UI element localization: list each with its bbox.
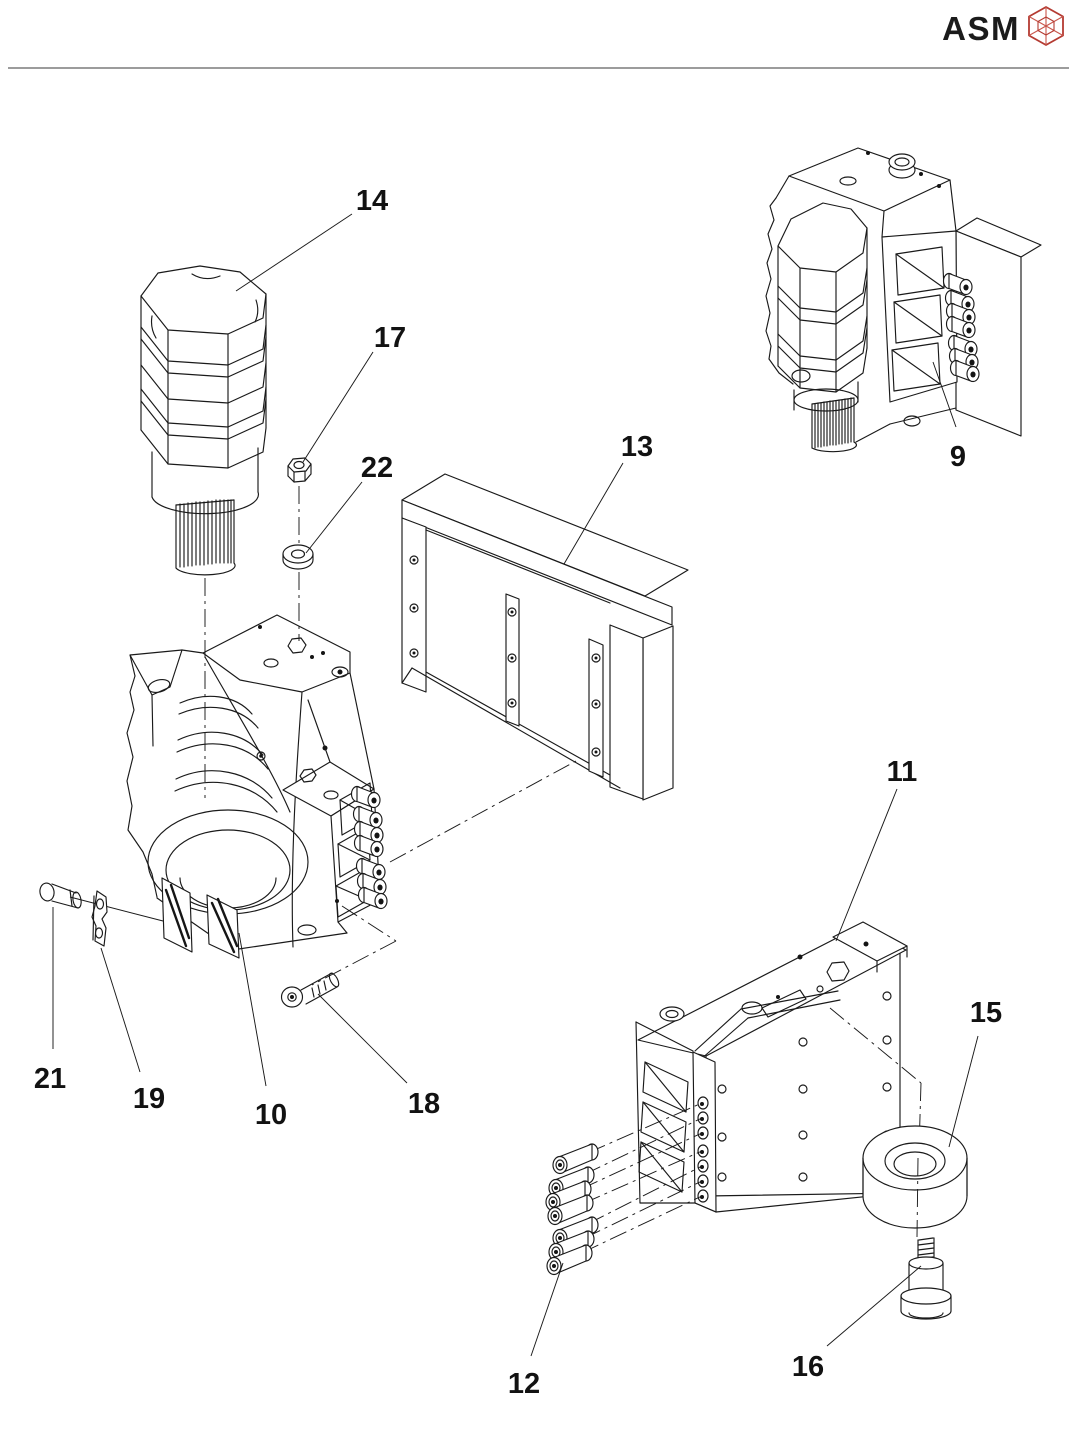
part-14-hydraulic-motor-drawing bbox=[141, 266, 266, 575]
part-10-housing-drawing bbox=[127, 615, 387, 958]
part-17-hex-nut-drawing bbox=[288, 458, 311, 482]
leader-line-14 bbox=[236, 214, 352, 291]
callout-number-18: 18 bbox=[407, 1088, 441, 1120]
part-15-roller-drawing bbox=[863, 1126, 967, 1228]
part-22-washer-drawing bbox=[283, 545, 313, 569]
callout-number-12: 12 bbox=[507, 1368, 541, 1400]
leader-line-16 bbox=[827, 1266, 921, 1346]
callout-number-11: 11 bbox=[886, 756, 918, 788]
leader-line-22 bbox=[306, 482, 362, 553]
leader-line-17 bbox=[303, 352, 373, 462]
leader-line-15 bbox=[949, 1036, 978, 1147]
callout-number-16: 16 bbox=[791, 1351, 825, 1383]
leader-line-12 bbox=[531, 1263, 563, 1356]
callout-number-14: 14 bbox=[355, 185, 389, 217]
callout-number-19: 19 bbox=[132, 1083, 166, 1115]
callout-number-13: 13 bbox=[620, 431, 654, 463]
leader-line-18 bbox=[318, 994, 407, 1083]
leader-line-10 bbox=[239, 933, 266, 1086]
callout-number-10: 10 bbox=[254, 1099, 288, 1131]
leader-line-11 bbox=[836, 789, 897, 941]
callout-number-21: 21 bbox=[33, 1063, 67, 1095]
callout-layer bbox=[34, 185, 1002, 1400]
asm-gem-logo-icon bbox=[1029, 7, 1063, 45]
callout-number-9: 9 bbox=[949, 441, 967, 473]
leader-line-19 bbox=[101, 948, 140, 1072]
part-16-threaded-stud-drawing bbox=[901, 1238, 951, 1319]
callout-number-15: 15 bbox=[969, 997, 1003, 1029]
part-13-mounting-panel-drawing bbox=[402, 474, 688, 800]
part-18-socket-screw-drawing bbox=[282, 972, 341, 1007]
part-19-tab-plate-drawing bbox=[92, 891, 107, 946]
part-12-plug-fittings-drawing bbox=[546, 1144, 598, 1275]
header bbox=[8, 7, 1069, 68]
part-9-assembly-drawing bbox=[766, 148, 1041, 452]
brand-logo-text: ASM bbox=[942, 10, 1020, 47]
callout-number-22: 22 bbox=[360, 452, 394, 484]
panel-bolts bbox=[410, 556, 600, 756]
callout-number-17: 17 bbox=[373, 322, 407, 354]
